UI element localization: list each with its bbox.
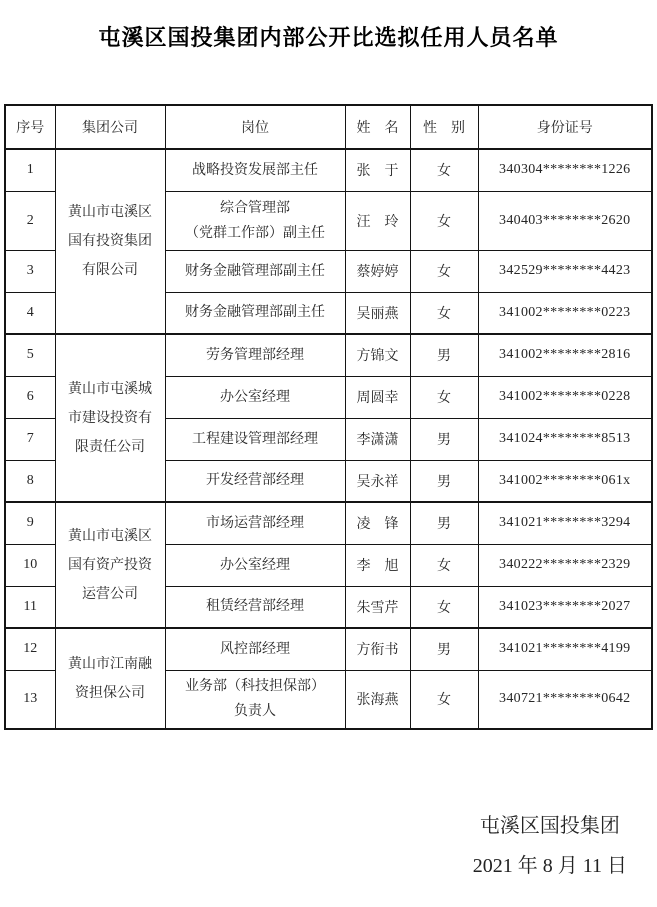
serial-cell: 3 [5, 250, 55, 292]
gender-cell: 男 [410, 628, 478, 670]
serial-cell: 12 [5, 628, 55, 670]
name-cell: 方衔书 [345, 628, 410, 670]
name-cell: 张海燕 [345, 670, 410, 729]
cell-line: 业务部（科技担保部） [185, 679, 325, 695]
cell-line: 黄山市屯溪区 [68, 528, 152, 544]
id-number-cell: 342529********4423 [478, 250, 652, 292]
table-header-cell: 姓 名 [345, 105, 410, 149]
cell-line: 市场运营部经理 [206, 515, 304, 531]
cell-line: 限责任公司 [75, 439, 145, 455]
id-number-cell: 341002********061x [478, 460, 652, 502]
id-number-cell: 340721********0642 [478, 670, 652, 729]
cell-line: 办公室经理 [220, 557, 290, 573]
name-cell: 张 于 [345, 149, 410, 191]
table-row [5, 334, 652, 376]
id-number-cell: 341024********8513 [478, 418, 652, 460]
gender-cell: 女 [410, 292, 478, 334]
serial-cell: 10 [5, 544, 55, 586]
name-cell: 朱雪芹 [345, 586, 410, 628]
cell-line: 市建设投资有 [68, 410, 152, 426]
table-header-cell: 集团公司 [55, 105, 165, 149]
page-title: 屯溪区国投集团内部公开比选拟任用人员名单 [98, 25, 559, 50]
cell-line: 负责人 [234, 704, 276, 720]
cell-line: 黄山市屯溪城 [68, 381, 152, 397]
table-container [4, 104, 653, 730]
id-number-cell: 340304********1226 [478, 149, 652, 191]
cell-line: （党群工作部）副主任 [185, 225, 325, 241]
position-cell [165, 670, 345, 729]
gender-cell: 女 [410, 191, 478, 250]
company-cell [55, 628, 165, 729]
position-cell [165, 334, 345, 376]
cell-line: 风控部经理 [220, 641, 290, 657]
signature-date: 2021 年 8 月 11 日 [472, 855, 627, 877]
position-cell [165, 544, 345, 586]
serial-cell: 11 [5, 586, 55, 628]
serial-cell: 4 [5, 292, 55, 334]
name-cell: 吴永祥 [345, 460, 410, 502]
position-cell [165, 502, 345, 544]
name-cell: 李潇潇 [345, 418, 410, 460]
position-cell [165, 191, 345, 250]
serial-cell: 5 [5, 334, 55, 376]
position-cell [165, 292, 345, 334]
cell-line: 黄山市江南融 [68, 656, 152, 672]
gender-cell: 女 [410, 586, 478, 628]
cell-line: 财务金融管理部副主任 [185, 263, 325, 279]
cell-line: 办公室经理 [220, 389, 290, 405]
cell-line: 资担保公司 [75, 685, 145, 701]
gender-cell: 男 [410, 334, 478, 376]
table-header-cell: 身份证号 [478, 105, 652, 149]
table-body [5, 149, 652, 729]
table-header-cell: 性 别 [410, 105, 478, 149]
position-cell [165, 149, 345, 191]
id-number-cell: 340403********2620 [478, 191, 652, 250]
signature-org: 屯溪区国投集团 [479, 815, 620, 837]
gender-cell: 女 [410, 376, 478, 418]
gender-cell: 男 [410, 502, 478, 544]
table-row [5, 628, 652, 670]
cell-line: 战略投资发展部主任 [192, 162, 318, 178]
serial-cell: 2 [5, 191, 55, 250]
position-cell [165, 250, 345, 292]
id-number-cell: 341023********2027 [478, 586, 652, 628]
serial-cell: 1 [5, 149, 55, 191]
gender-cell: 女 [410, 149, 478, 191]
gender-cell: 男 [410, 460, 478, 502]
position-cell [165, 628, 345, 670]
personnel-table [4, 104, 653, 730]
name-cell: 李 旭 [345, 544, 410, 586]
name-cell: 汪 玲 [345, 191, 410, 250]
cell-line: 综合管理部 [220, 200, 290, 216]
table-header-row [5, 105, 652, 149]
id-number-cell: 340222********2329 [478, 544, 652, 586]
serial-cell: 13 [5, 670, 55, 729]
serial-cell: 8 [5, 460, 55, 502]
name-cell: 吴丽燕 [345, 292, 410, 334]
table-header-cell: 岗位 [165, 105, 345, 149]
id-number-cell: 341002********2816 [478, 334, 652, 376]
position-cell [165, 418, 345, 460]
cell-line: 财务金融管理部副主任 [185, 305, 325, 321]
id-number-cell: 341002********0228 [478, 376, 652, 418]
cell-line: 国有投资集团 [68, 234, 152, 249]
position-cell [165, 376, 345, 418]
id-number-cell: 341021********3294 [478, 502, 652, 544]
serial-cell: 6 [5, 376, 55, 418]
table-row [5, 502, 652, 544]
signature-block [473, 806, 627, 886]
table-row [5, 149, 652, 191]
name-cell: 蔡婷婷 [345, 250, 410, 292]
company-cell [55, 149, 165, 334]
cell-line: 国有资产投资 [68, 557, 152, 573]
gender-cell: 女 [410, 544, 478, 586]
gender-cell: 男 [410, 418, 478, 460]
position-cell [165, 460, 345, 502]
cell-line: 有限公司 [82, 263, 138, 278]
gender-cell: 女 [410, 670, 478, 729]
id-number-cell: 341002********0223 [478, 292, 652, 334]
name-cell: 方锦文 [345, 334, 410, 376]
id-number-cell: 341021********4199 [478, 628, 652, 670]
cell-line: 劳务管理部经理 [206, 347, 304, 363]
name-cell: 凌 锋 [345, 502, 410, 544]
table-header-cell: 序号 [5, 105, 55, 149]
cell-line: 租赁经营部经理 [206, 599, 304, 615]
company-cell [55, 334, 165, 502]
cell-line: 开发经营部经理 [206, 473, 304, 489]
cell-line: 黄山市屯溪区 [68, 205, 152, 220]
name-cell: 周圆幸 [345, 376, 410, 418]
cell-line: 工程建设管理部经理 [192, 431, 318, 447]
serial-cell: 7 [5, 418, 55, 460]
cell-line: 运营公司 [82, 586, 138, 602]
position-cell [165, 586, 345, 628]
serial-cell: 9 [5, 502, 55, 544]
company-cell [55, 502, 165, 628]
gender-cell: 女 [410, 250, 478, 292]
